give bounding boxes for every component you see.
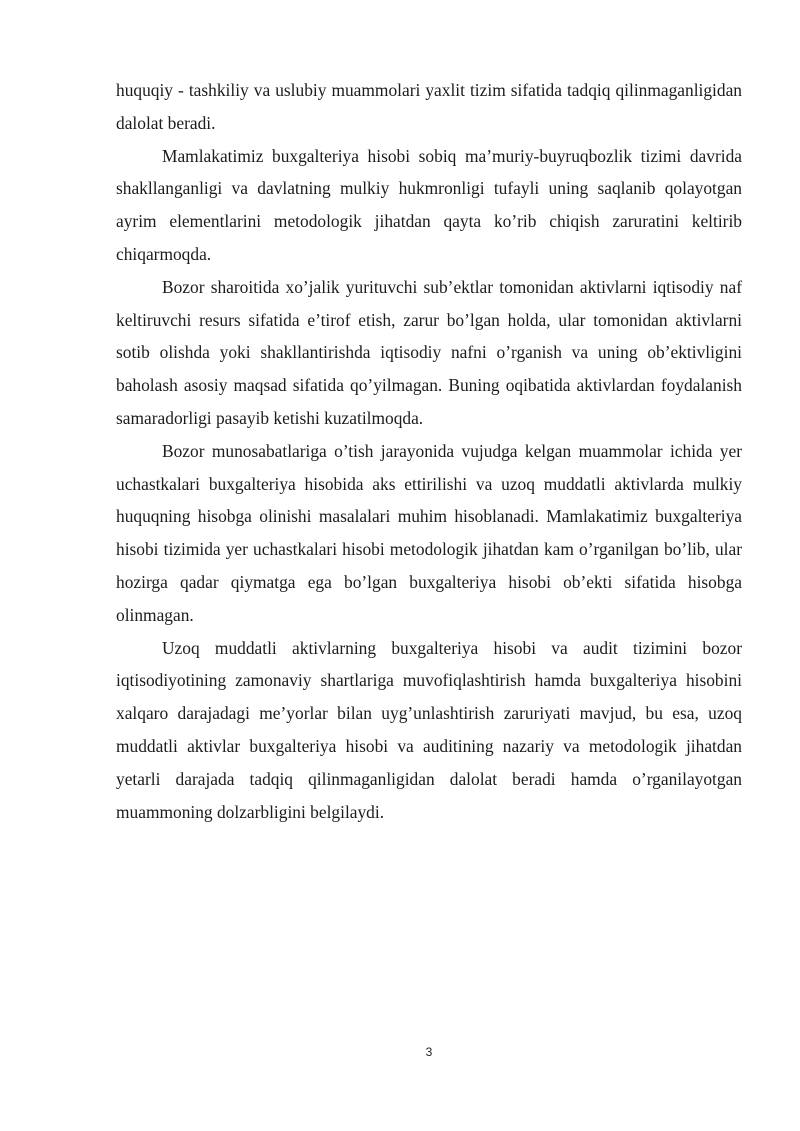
paragraph: Bozor munosabatlariga o’tish jarayonida vujudga kelgan muammolar ichida yer uchastkalari buxgalteriya hisobida aks ettirilishi va uzoq muddatli aktivlarda mulkiy huquqning hisobga olinishi masalalari muhim hisoblanadi. Mamlakatimiz buxgalteriya hisobi tizimida yer uchastkalari hisobi metodologik jihatdan kam o’rganilgan bo’lib, ular hozirga qadar qiymatga ega bo’lgan buxgalteriya hisobi ob’ekti sifatida hisobga olinmagan.	[116, 440, 742, 625]
paragraph: Mamlakatimiz buxgalteriya hisobi sobiq ma’muriy-buyruqbozlik tizimi davrida shakllanganligi va davlatning mulkiy hukmronligi tufayli uning saqlanib qolayotgan ayrim elementlarini metodologik jihatdan qayta ko’rib chiqish zaruratini keltirib chiqarmoqda.	[116, 145, 742, 264]
paragraph: Uzoq muddatli aktivlarning buxgalteriya hisobi va audit tizimini bozor iqtisodiyotining zamonaviy shartlariga muvofiqlashtirish hamda buxgalteriya hisobini xalqaro darajadagi me’yorlar bilan uyg’unlashtirish zaruriyati mavjud, bu esa, uzoq muddatli aktivlar buxgalteriya hisobi va auditining nazariy va metodologik jihatdan yetarli darajada tadqiq qilinmaganligidan dalolat beradi hamda o’rganilayotgan muammoning dolzarbligini belgilaydi.	[116, 637, 742, 822]
paragraph: Bozor sharoitida xo’jalik yurituvchi sub’ektlar tomonidan aktivlarni iqtisodiy naf keltiruvchi resurs sifatida e’tirof etish, zarur bo’lgan holda, ular tomonidan aktivlarni sotib olishda yoki shakllantirishda iqtisodiy nafni o’rganish va uning ob’ektivligini baholash asosiy maqsad sifatida qo’yilmagan. Buning oqibatida aktivlardan foydalanish samaradorligi pasayib ketishi kuzatilmoqda.	[116, 276, 742, 428]
page-number: 3	[425, 1045, 433, 1059]
paragraph-continuation: huquqiy - tashkiliy va uslubiy muammolari yaxlit tizim sifatida tadqiq qilinmaganligidan dalolat beradi.	[116, 80, 742, 133]
document-page	[116, 74, 742, 828]
